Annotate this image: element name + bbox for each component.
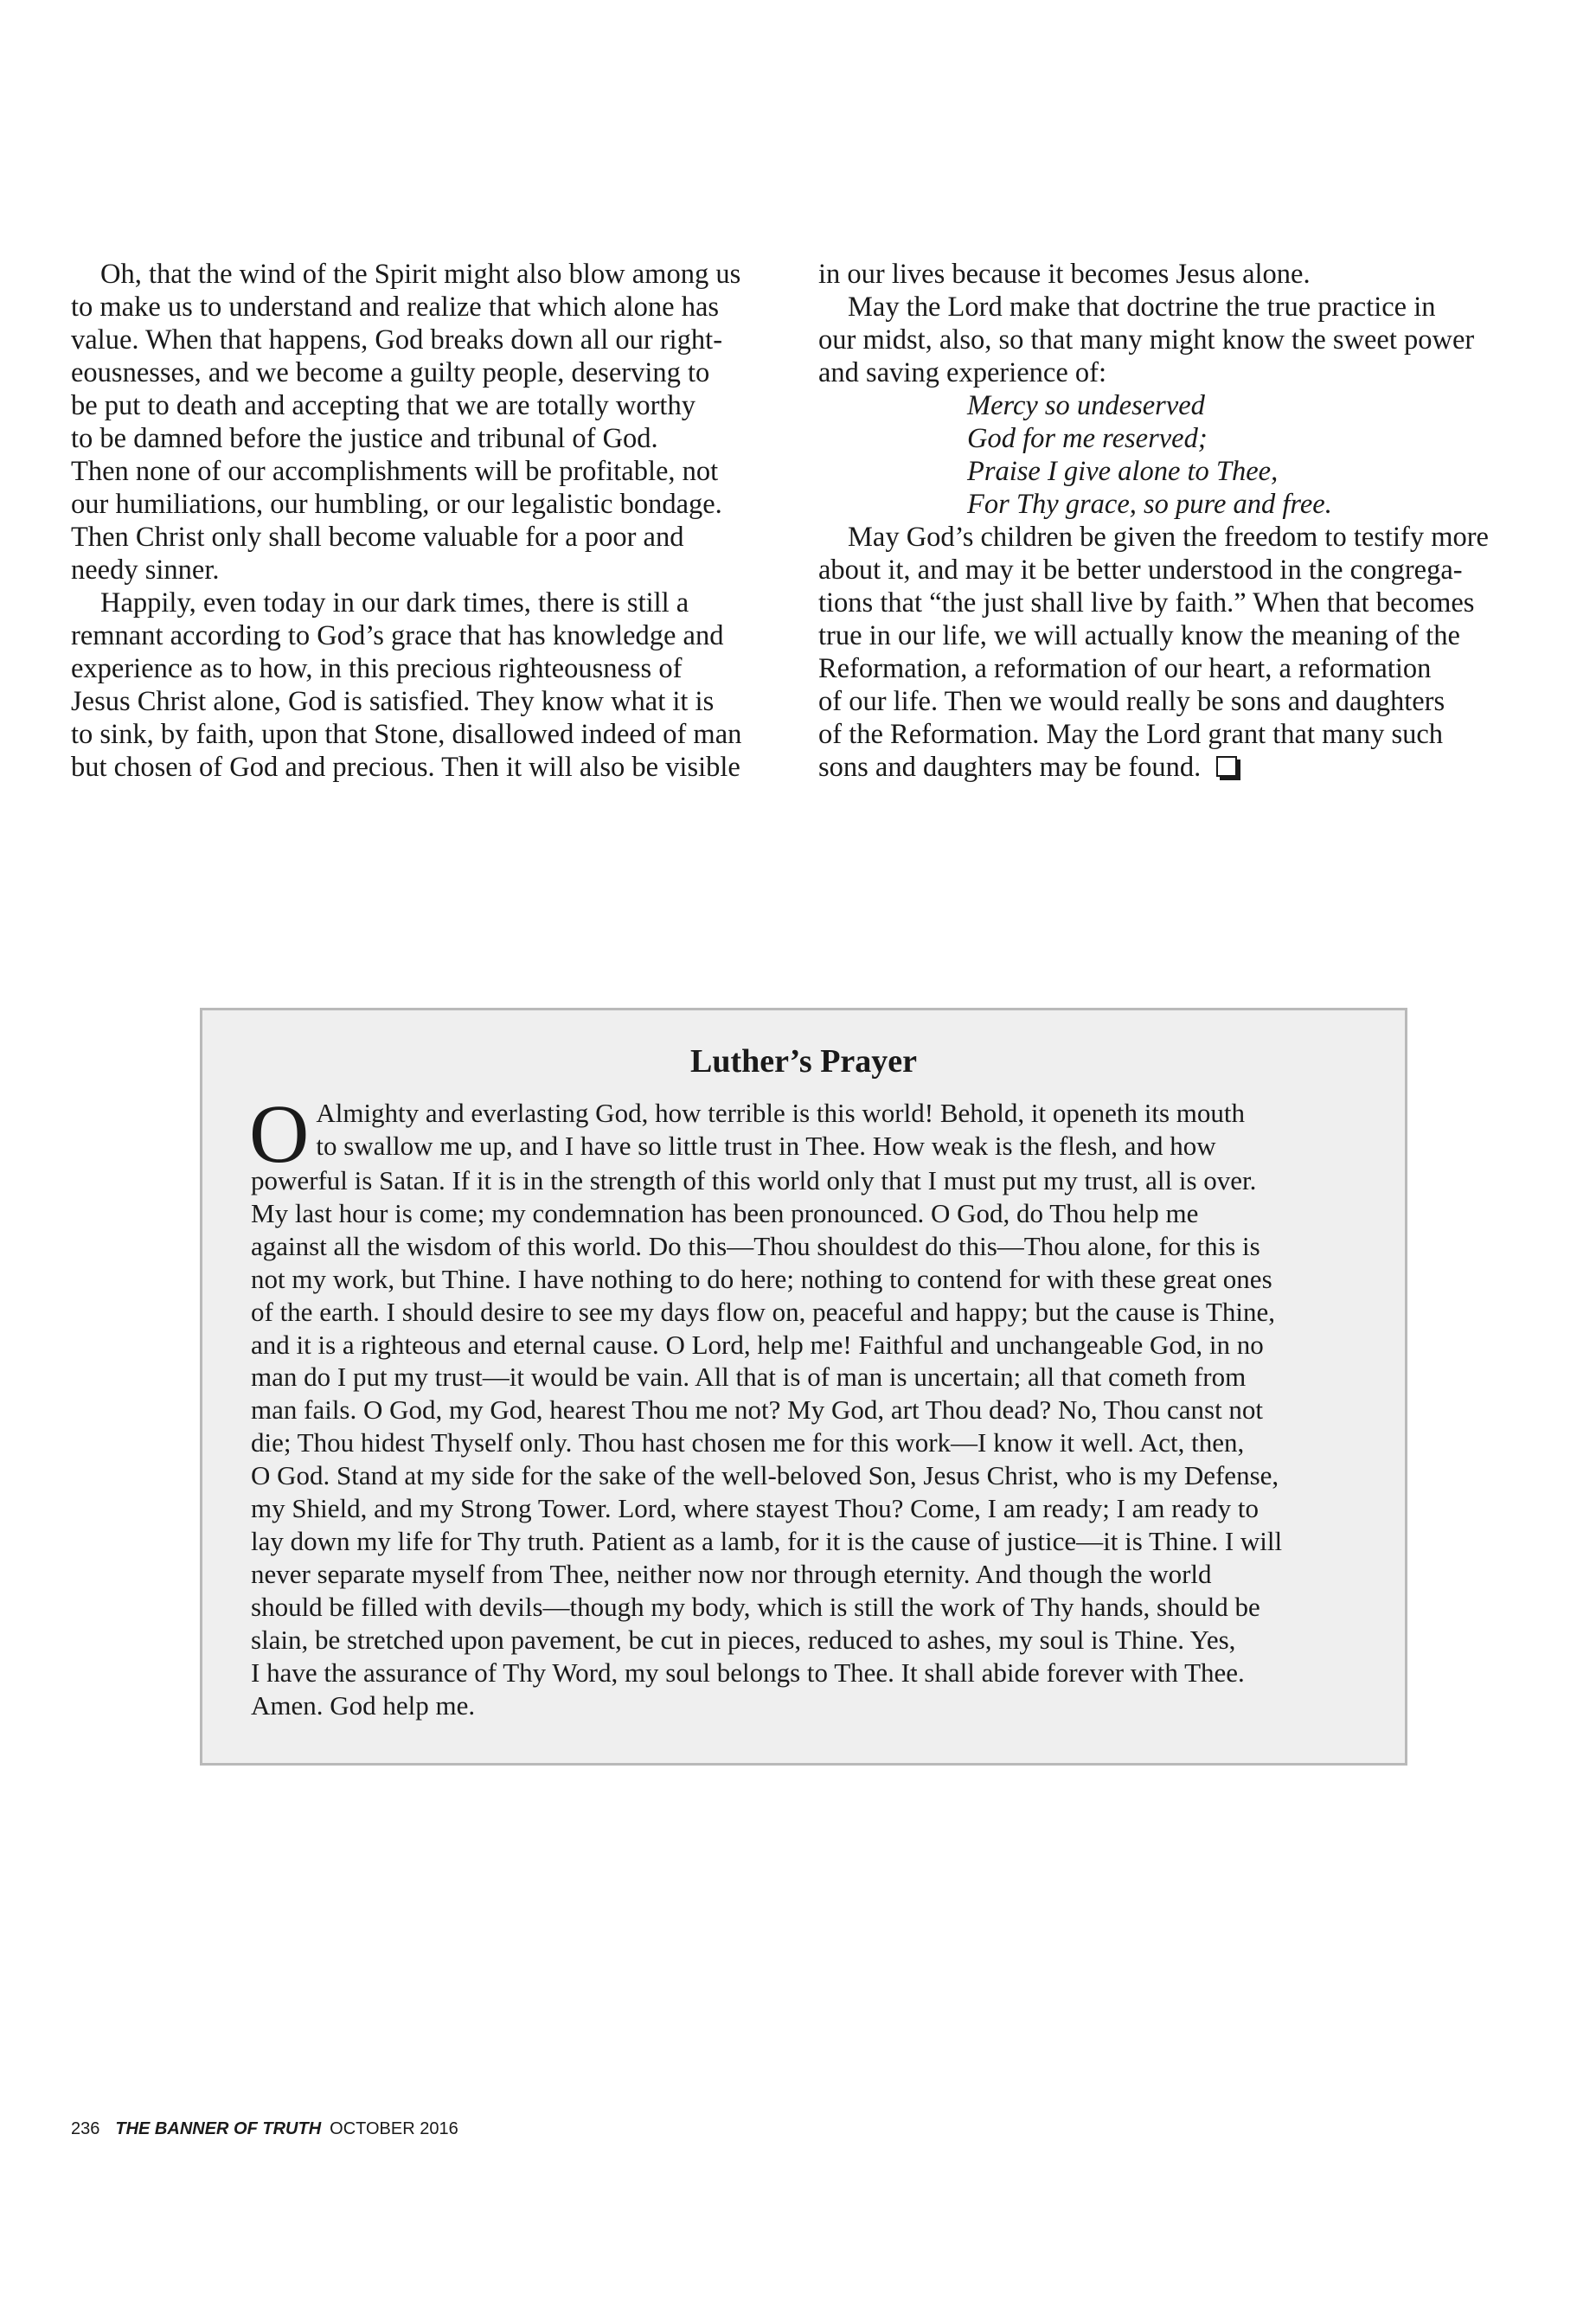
body-line: of our life. Then we would really be sons and daughters (818, 686, 1445, 717)
body-line: but chosen of God and precious. Then it will also be visible (71, 752, 740, 783)
prayer-line: die; Thou hidest Thyself only. Thou hast chosen me for this work—I know it well. Act, then, (251, 1427, 1245, 1458)
prayer-line: to swallow me up, and I have so little trust in Thee. How weak is the flesh, and how (316, 1130, 1216, 1161)
body-line: value. When that happens, God breaks down all our right- (71, 324, 723, 356)
prayer-line: O God. Stand at my side for the sake of the well-beloved Son, Jesus Christ, who is my Defense, (251, 1460, 1279, 1491)
right-column (818, 258, 1536, 784)
prayer-line: my Shield, and my Strong Tower. Lord, where stayest Thou? Come, I am ready; I am ready to (251, 1493, 1259, 1524)
end-mark-icon (1216, 756, 1237, 777)
body-line: to sink, by faith, upon that Stone, disallowed indeed of man (71, 719, 742, 750)
drop-cap: O (249, 1087, 310, 1180)
prayer-line: and it is a righteous and eternal cause. O Lord, help me! Faithful and unchangeable God, in no (251, 1329, 1264, 1360)
magazine-name: THE BANNER OF TRUTH (115, 2119, 322, 2138)
hymn-verse-line: For Thy grace, so pure and free. (967, 489, 1332, 520)
page-number: 236 (71, 2119, 100, 2138)
page-footer (71, 2118, 458, 2139)
prayer-line: slain, be stretched upon pavement, be cut in pieces, reduced to ashes, my soul is Thine. Yes, (251, 1624, 1236, 1655)
prayer-line: Amen. God help me. (251, 1689, 476, 1721)
prayer-line: Almighty and everlasting God, how terrible is this world! Behold, it openeth its mouth (316, 1098, 1245, 1128)
prayer-line: I have the assurance of Thy Word, my soul belongs to Thee. It shall abide forever with Thee. (251, 1657, 1245, 1688)
body-line: experience as to how, in this precious righteousness of (71, 653, 683, 684)
body-line: be put to death and accepting that we are totally worthy (71, 390, 695, 421)
body-line-last (818, 751, 1536, 784)
body-line: to be damned before the justice and tribunal of God. (71, 423, 658, 454)
body-line: remnant according to God’s grace that has knowledge and (71, 620, 724, 651)
prayer-line: not my work, but Thine. I have nothing to do here; nothing to contend for with these great ones (251, 1263, 1272, 1294)
hymn-verse-line: God for me reserved; (967, 423, 1208, 454)
body-line: Then none of our accomplishments will be profitable, not (71, 456, 719, 487)
body-line: needy sinner. (71, 554, 220, 586)
body-line: Then Christ only shall become valuable for a poor and (71, 522, 684, 553)
body-line: our humiliations, our humbling, or our legalistic bondage. (71, 489, 722, 520)
body-line: true in our life, we will actually know the meaning of the (818, 620, 1460, 651)
luthers-prayer-box (200, 1008, 1407, 1766)
body-line: of the Reformation. May the Lord grant that many such (818, 719, 1444, 750)
body-line: eousnesses, and we become a guilty people, deserving to (71, 357, 710, 388)
prayer-line: of the earth. I should desire to see my days flow on, peaceful and happy; but the cause is Thine, (251, 1296, 1275, 1327)
hymn-verse-line: Praise I give alone to Thee, (967, 456, 1279, 487)
body-line: tions that “the just shall live by faith.” When that becomes (818, 587, 1475, 619)
body-line: our midst, also, so that many might know the sweet power (818, 324, 1475, 356)
prayer-line: should be filled with devils—though my body, which is still the work of Thy hands, should be (251, 1591, 1260, 1622)
issue-date: OCTOBER 2016 (330, 2119, 458, 2138)
prayer-line: man fails. O God, my God, hearest Thou me not? My God, art Thou dead? No, Thou canst not (251, 1394, 1264, 1426)
prayer-line: never separate myself from Thee, neither now nor through eternity. And though the world (251, 1558, 1212, 1589)
body-line: Reformation, a reformation of our heart, a reformation (818, 653, 1432, 684)
hymn-verse-line: Mercy so undeserved (967, 390, 1205, 421)
body-line-text: sons and daughters may be found. (818, 752, 1202, 783)
prayer-title: Luther’s Prayer (689, 1043, 918, 1080)
body-line: Jesus Christ alone, God is satisfied. They know what it is (71, 686, 715, 717)
prayer-line: powerful is Satan. If it is in the strength of this world only that I must put my trust, all is over. (251, 1165, 1257, 1195)
body-line: in our lives because it becomes Jesus alone. (818, 259, 1311, 290)
body-line: May God’s children be given the freedom to testify more (848, 522, 1489, 553)
left-column (71, 258, 789, 784)
body-line: Happily, even today in our dark times, there is still a (100, 587, 689, 619)
body-line: Oh, that the wind of the Spirit might also blow among us (100, 259, 741, 290)
prayer-line: man do I put my trust—it would be vain. All that is of man is uncertain; all that cometh from (251, 1362, 1247, 1393)
prayer-line: lay down my life for Thy truth. Patient as a lamb, for it is the cause of justice—it is Thine. I will (251, 1525, 1283, 1556)
prayer-line: My last hour is come; my condemnation has been pronounced. O God, do Thou help me (251, 1197, 1199, 1228)
body-line: and saving experience of: (818, 357, 1106, 388)
prayer-line: against all the wisdom of this world. Do this—Thou shouldest do this—Thou alone, for this is (251, 1230, 1260, 1261)
prayer-body (249, 1087, 1375, 1721)
body-line: May the Lord make that doctrine the true practice in (848, 292, 1436, 323)
body-line: to make us to understand and realize that which alone has (71, 292, 720, 323)
body-line: about it, and may it be better understood in the congrega- (818, 554, 1463, 586)
